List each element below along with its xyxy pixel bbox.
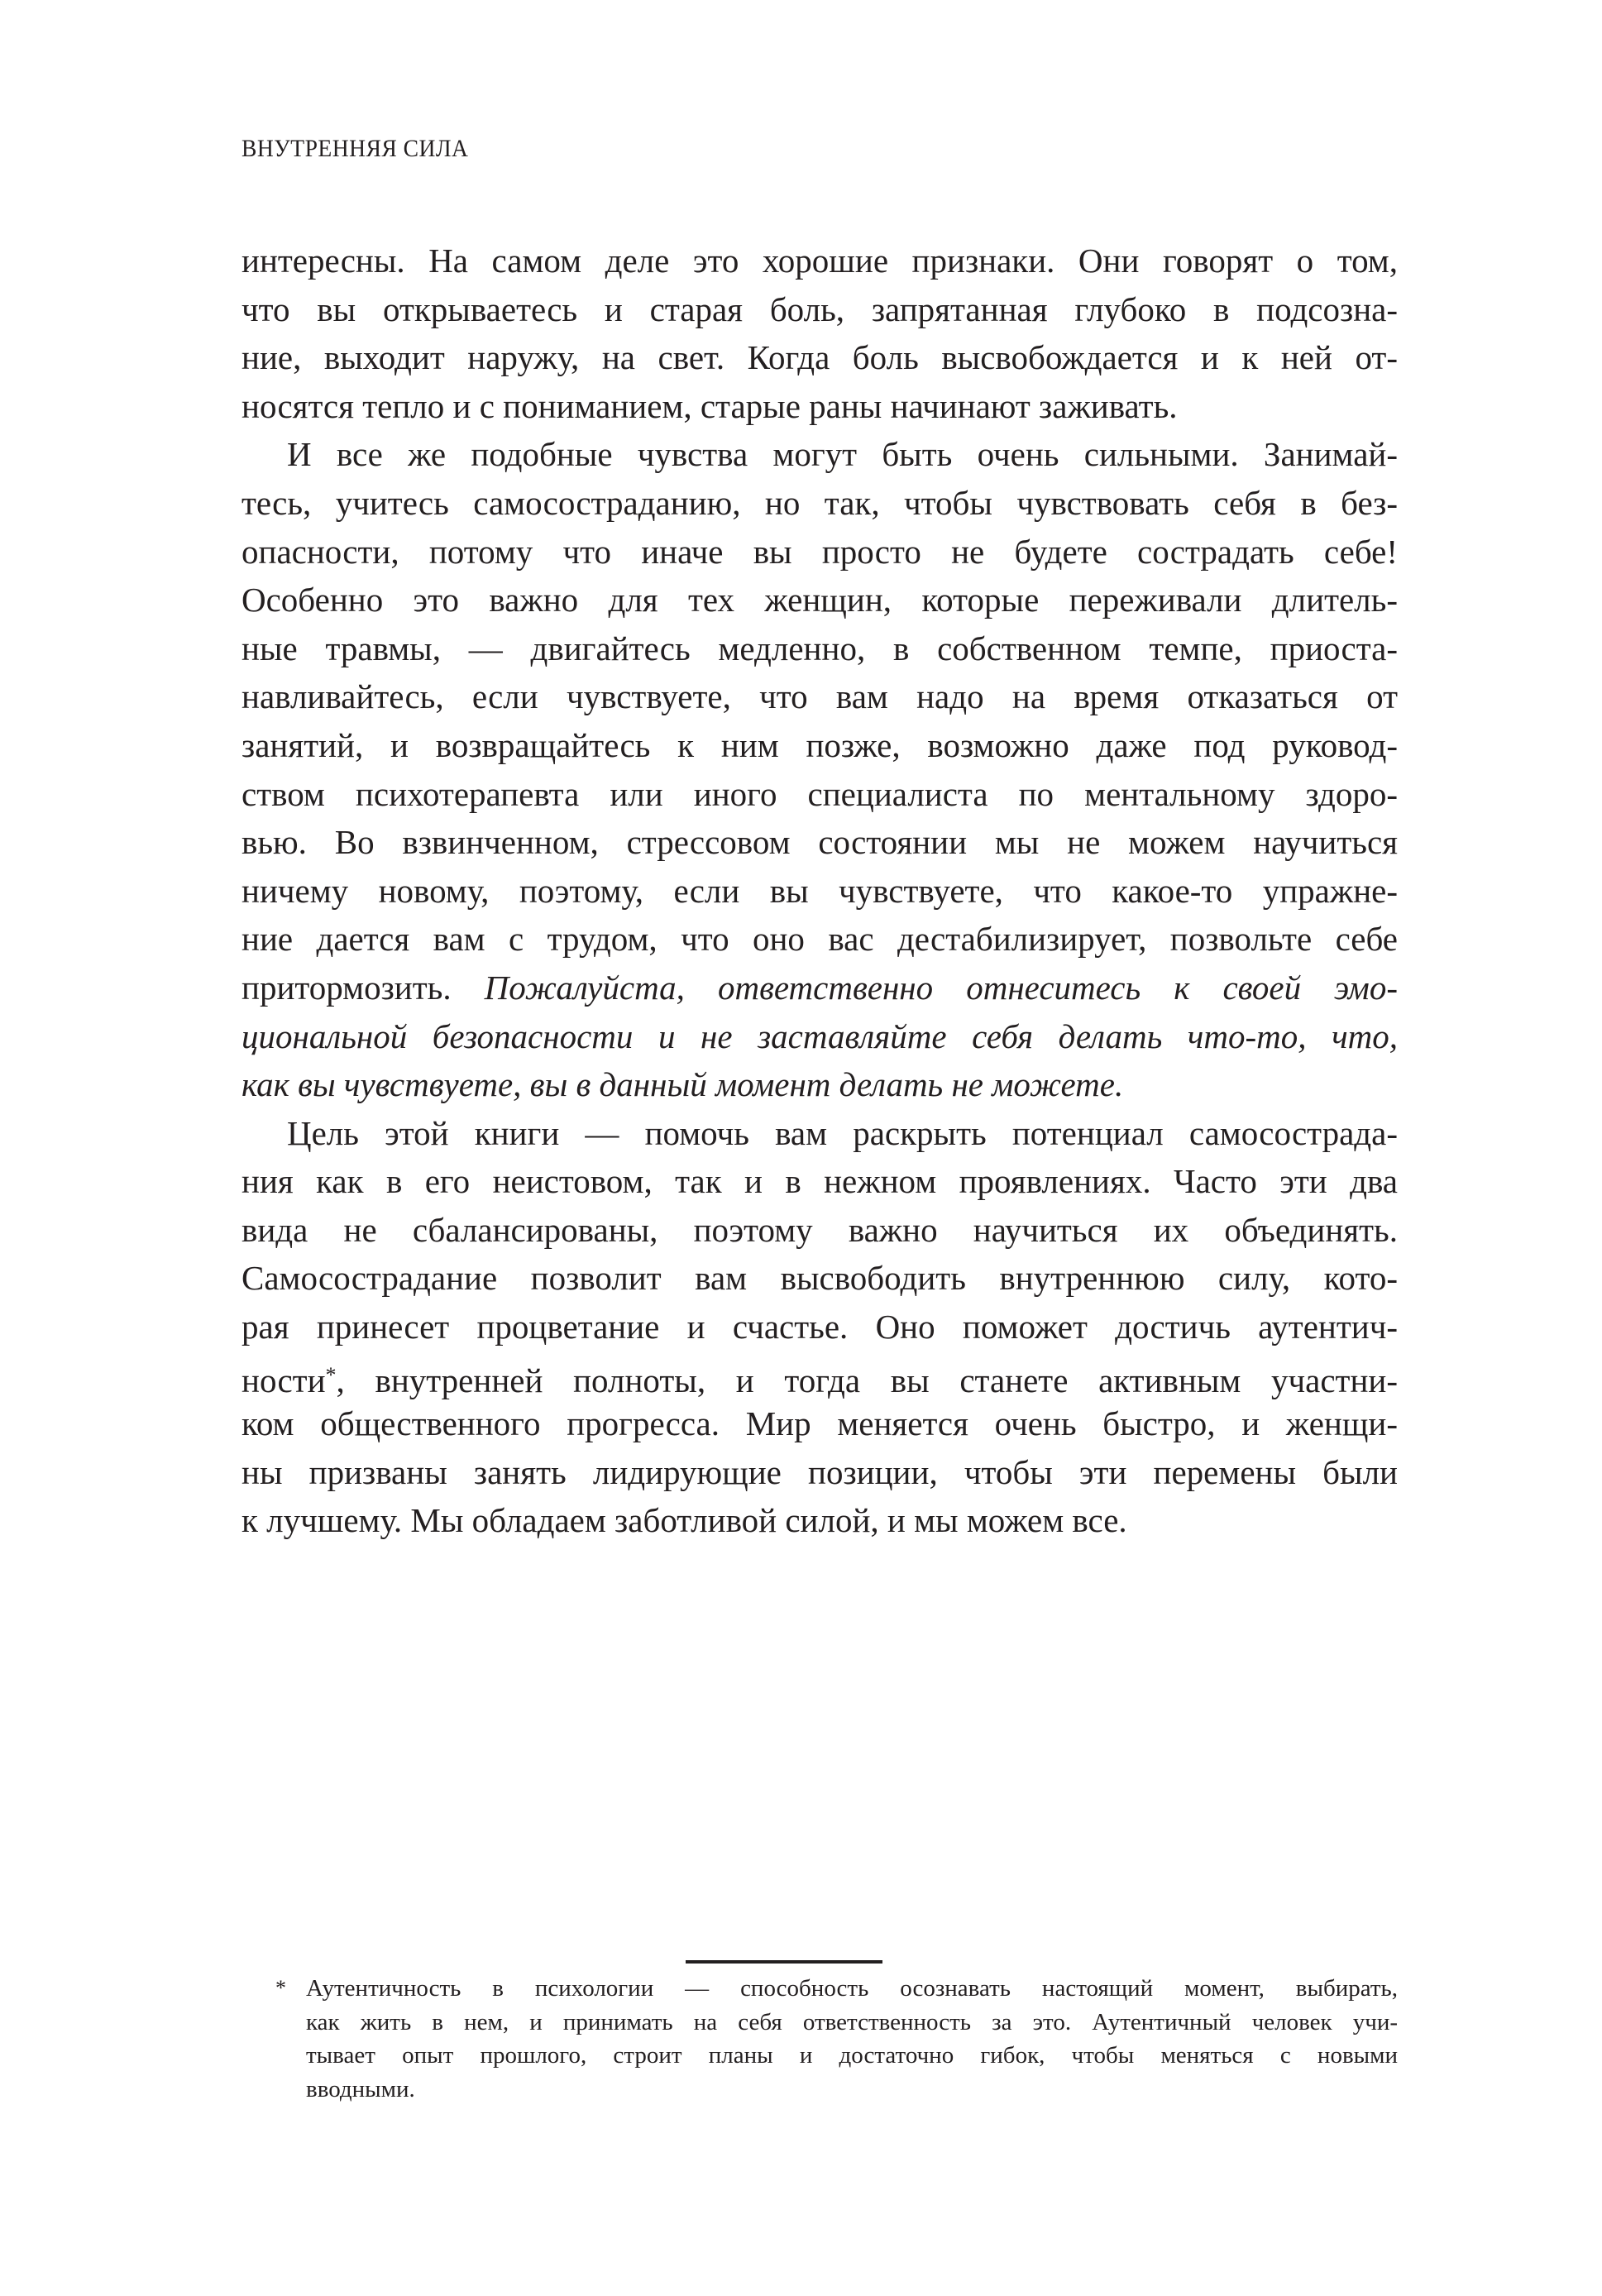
text-line: интересны. На самом деле это хорошие признаки. Они говорят о том, [241, 242, 1398, 280]
text-line: ния как в его неистовом, так и в нежном проявлениях. Часто эти два [241, 1162, 1398, 1201]
text-line: занятий, и возвращайтесь к ним позже, возможно даже под руковод- [241, 725, 1398, 764]
text-line: ством психотерапевта или иного специалиста по ментальному здоро- [241, 774, 1398, 813]
text-line: вида не сбалансированы, поэтому важно научиться их объединять. [241, 1210, 1398, 1249]
footnote-separator [686, 1960, 882, 1964]
regular-text: ности [241, 1361, 326, 1399]
text-line-with-footnote-ref [241, 1351, 1398, 1400]
italic-emphasis: как вы чувствуете, вы в данный момент делать не можете. [241, 1065, 1124, 1104]
text-line: ние, выходит наружу, на свет. Когда боль высвобождается и к ней от- [241, 338, 1398, 377]
paragraph-3 [241, 1109, 1398, 1545]
text-line: Самосострадание позволит вам высвободить внутреннюю силу, кото- [241, 1259, 1398, 1298]
footnote-line [275, 1972, 1398, 2006]
text-line: Особенно это важно для тех женщин, которые переживали длитель- [241, 581, 1398, 619]
footnote-reference[interactable]: * [325, 1362, 337, 1387]
italic-emphasis: Пожалуйста, ответственно отнеситесь к своей эмо- [484, 968, 1398, 1007]
text-line: носятся тепло и с пониманием, старые раны начинают заживать. [241, 386, 1178, 425]
text-line-italic [241, 1012, 1398, 1061]
text-line: ные травмы, — двигайтесь медленно, в собственном темпе, приоста- [241, 629, 1398, 667]
text-line: что вы открываетесь и старая боль, запрятанная глубоко в подсозна- [241, 289, 1398, 328]
paragraph-2 [241, 430, 1398, 1108]
footnote-line: тывает опыт прошлого, строит планы и достаточно гибок, чтобы меняться с новыми [306, 2042, 1398, 2069]
paragraph-1 [241, 237, 1398, 430]
text-line: ком общественного прогресса. Мир меняется очень быстро, и женщи- [241, 1404, 1398, 1443]
running-header: ВНУТРЕННЯЯ СИЛА [241, 135, 469, 162]
text-line: опасности, потому что иначе вы просто не будете сострадать себе! [241, 532, 1398, 571]
footnote-line: как жить в нем, и принимать на себя ответственность за это. Аутентичный человек учи- [306, 2008, 1398, 2035]
footnote-line: вводными. [306, 2075, 415, 2102]
footnote-text: Аутентичность в психологии — способность осознавать настоящий момент, выбирать, [306, 1975, 1398, 2002]
footnote-marker: * [275, 1976, 286, 2000]
italic-emphasis: циональной безопасности и не заставляйте себя делать что-то, что, [241, 1016, 1398, 1055]
text-line: к лучшему. Мы обладаем заботливой силой, и мы можем все. [241, 1501, 1127, 1540]
main-text [241, 237, 1398, 1545]
text-line: рая принесет процветание и счастье. Оно поможет достичь аутентич- [241, 1308, 1398, 1347]
footnote [275, 1972, 1398, 2106]
text-line-mixed [241, 964, 1398, 1012]
text-line: И все же подобные чувства могут быть очень сильными. Занимай- [287, 435, 1398, 474]
text-line: ние дается вам с трудом, что оно вас дестабилизирует, позвольте себе [241, 920, 1398, 959]
regular-text: притормозить. [241, 968, 485, 1007]
text-line: ничему новому, поэтому, если вы чувствуете, что какое-то упражне- [241, 871, 1398, 910]
regular-text: , внутренней полноты, и тогда вы станете активным участни- [336, 1361, 1398, 1399]
text-line: ны призваны занять лидирующие позиции, чтобы эти перемены были [241, 1452, 1398, 1491]
text-line: тесь, учитесь самосостраданию, но так, чтобы чувствовать себя в без- [241, 483, 1398, 522]
text-line: навливайтесь, если чувствуете, что вам надо на время отказаться от [241, 677, 1398, 716]
text-line: вью. Во взвинченном, стрессовом состоянии мы не можем научиться [241, 823, 1398, 862]
text-line-italic [241, 1060, 1398, 1109]
text-line: Цель этой книги — помочь вам раскрыть потенциал самосострада- [287, 1113, 1398, 1152]
